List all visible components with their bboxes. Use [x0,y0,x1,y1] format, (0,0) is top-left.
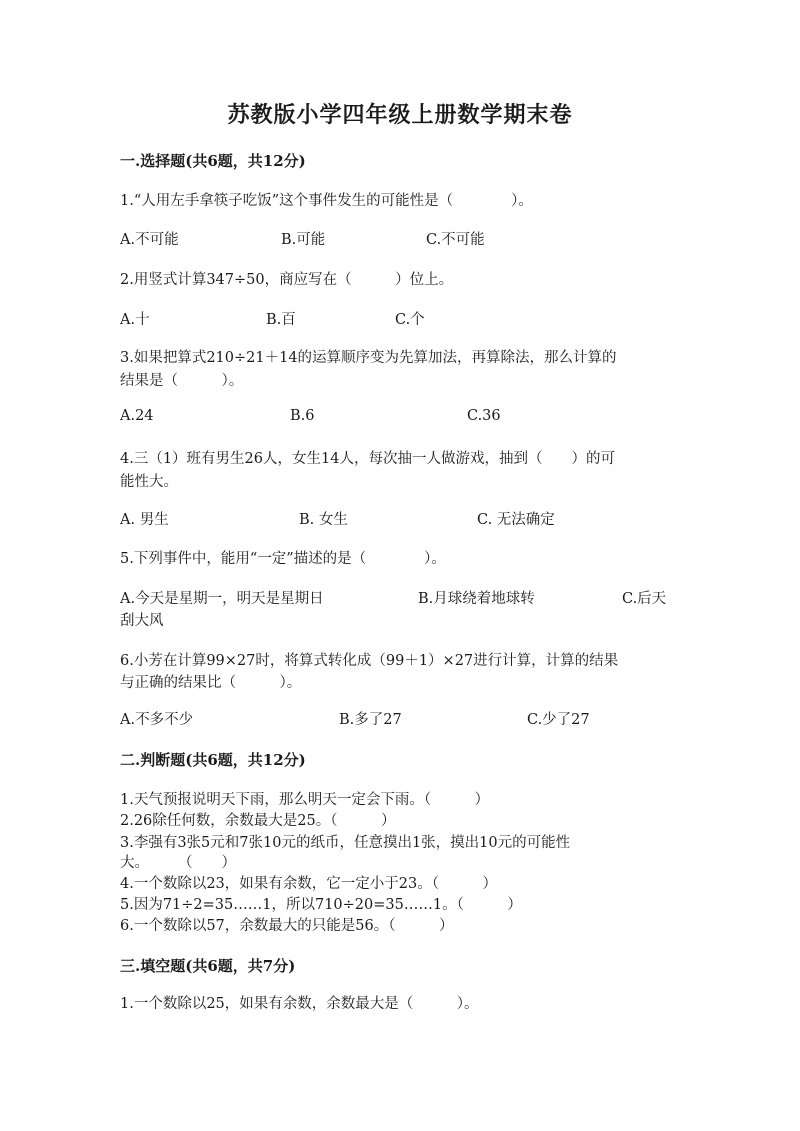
question-3-option-b: B.6 [290,408,315,424]
judgement-1: 1.天气预报说明天下雨，那么明天一定会下雨。（ ） [120,792,490,808]
judgement-2: 2.26除任何数，余数最大是25。（ ） [120,813,396,829]
question-3-option-c: C.36 [467,408,501,424]
question-4-stem-line1: 4.三（1）班有男生26人，女生14人，每次抽一人做游戏，抽到（ ）的可 [120,451,615,467]
question-5-option-c: C.后天 [622,591,667,607]
judgement-5: 5.因为71÷2=35……1，所以710÷20=35……1。（ ） [120,897,522,913]
question-5-option-c-continued: 刮大风 [120,613,164,629]
judgement-3-line2: 大。 （ ） [120,855,236,871]
section-heading-fill-in: 三.填空题(共6题，共7分) [120,957,296,975]
question-2-option-a: A.十 [120,312,150,328]
question-2-option-b: B.百 [266,312,296,328]
question-1-stem: 1.“人用左手拿筷子吃饭”这个事件发生的可能性是（ ）。 [120,193,533,209]
section-heading-choice: 一.选择题(共6题，共12分) [120,152,306,170]
question-6-option-c: C.少了27 [527,712,590,728]
question-4-option-b: B. 女生 [299,512,348,528]
question-1-option-b: B.可能 [281,232,326,248]
question-6-stem-line2: 与正确的结果比（ ）。 [120,675,302,691]
question-6-option-b: B.多了27 [339,712,402,728]
question-5-option-a: A.今天是星期一，明天是星期日 [120,591,324,607]
question-5-option-b: B.月球绕着地球转 [418,591,535,607]
question-5-stem: 5.下列事件中，能用“一定”描述的是（ ）。 [120,551,446,567]
question-4-option-a: A. 男生 [120,512,169,528]
section-heading-judgement: 二.判断题(共6题，共12分) [120,751,306,769]
question-6-option-a: A.不多不少 [120,712,194,728]
judgement-4: 4.一个数除以23，如果有余数，它一定小于23。（ ） [120,876,497,892]
question-6-stem-line1: 6.小芳在计算99×27时，将算式转化成（99＋1）×27进行计算，计算的结果 [120,653,619,669]
judgement-6: 6.一个数除以57，余数最大的只能是56。（ ） [120,918,454,934]
question-2-option-c: C.个 [395,312,425,328]
question-3-stem-line1: 3.如果把算式210÷21＋14的运算顺序变为先算加法，再算除法，那么计算的 [120,350,617,366]
question-4-stem-line2: 能性大。 [120,474,178,490]
question-3-stem-line2: 结果是（ ）。 [120,373,244,389]
exam-title: 苏教版小学四年级上册数学期末卷 [227,102,573,128]
question-4-option-c: C. 无法确定 [477,512,555,528]
question-1-option-c: C.不可能 [426,232,485,248]
question-3-option-a: A.24 [120,408,154,424]
question-1-option-a: A.不可能 [120,232,179,248]
fill-in-1: 1.一个数除以25，如果有余数，余数最大是（ ）。 [120,996,479,1012]
judgement-3-line1: 3.李强有3张5元和7张10元的纸币，任意摸出1张，摸出10元的可能性 [120,835,571,851]
question-2-stem: 2.用竖式计算347÷50，商应写在（ ）位上。 [120,272,454,288]
